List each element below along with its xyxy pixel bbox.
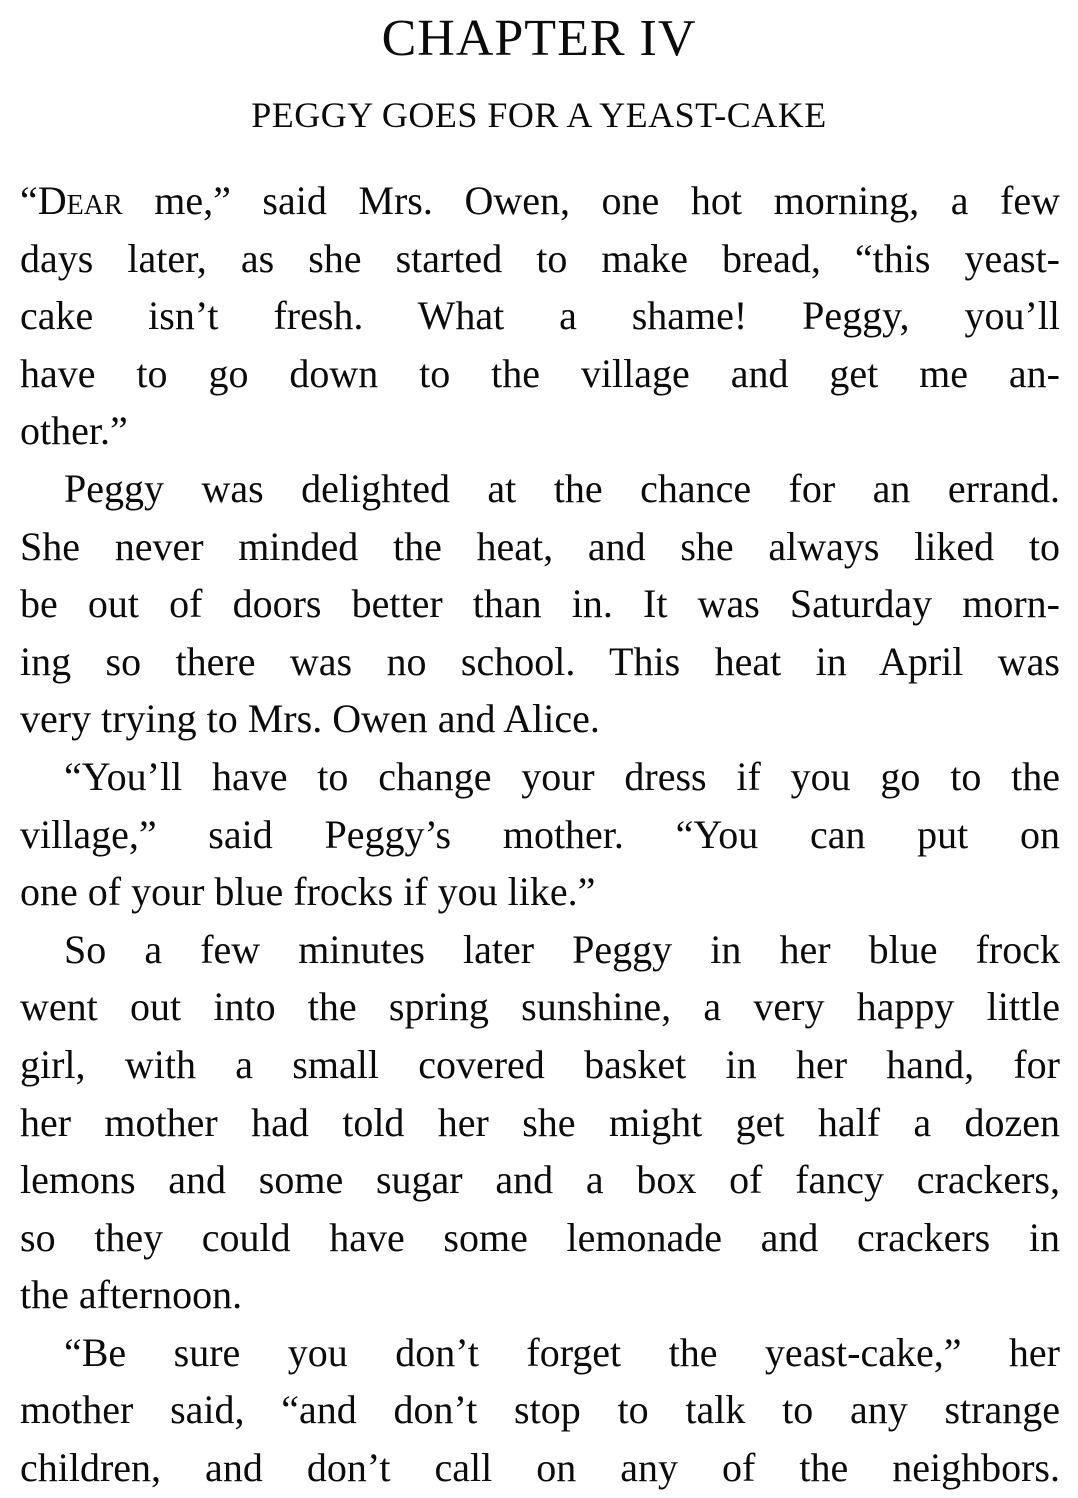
chapter-title: CHAPTER IV <box>381 10 697 67</box>
text-line-1-rest: me,” said Mrs. Owen, one hot morning, a few <box>122 178 1060 223</box>
text-line-15: went out into the spring sunshine, a very happy little <box>20 984 1060 1030</box>
text-line-5: other.” <box>20 408 128 454</box>
text-line-9: ing so there was no school. This heat in April was <box>20 638 1060 684</box>
text-line-8: be out of doors better than in. It was Saturday morn- <box>20 581 1060 627</box>
text-line-17: her mother had told her she might get half a dozen <box>20 1099 1060 1145</box>
text-line-21: “Be sure you don’t forget the yeast-cake,” her <box>64 1329 1060 1375</box>
text-line-18: lemons and some sugar and a box of fancy crackers, <box>20 1157 1060 1203</box>
text-line-19: so they could have some lemonade and crackers in <box>20 1214 1060 1260</box>
text-line-4: have to go down to the village and get me an- <box>20 350 1060 396</box>
text-line-14: So a few minutes later Peggy in her blue frock <box>64 926 1060 972</box>
text-line-2: days later, as she started to make bread, “this yeast- <box>20 235 1060 281</box>
text-line-20: the afternoon. <box>20 1272 243 1318</box>
text-line-12: village,” said Peggy’s mother. “You can put on <box>20 811 1060 857</box>
text-line-7: She never minded the heat, and she always liked to <box>20 523 1060 569</box>
text-line-11: “You’ll have to change your dress if you go to the <box>64 753 1060 799</box>
text-line-22: mother said, “and don’t stop to talk to any strange <box>20 1387 1060 1433</box>
text-line-16: girl, with a small covered basket in her hand, for <box>20 1041 1060 1087</box>
text-line-6: Peggy was delighted at the chance for an errand. <box>64 465 1060 511</box>
text-line-23: children, and don’t call on any of the neighbors. <box>20 1445 1060 1491</box>
text-line-3: cake isn’t fresh. What a shame! Peggy, you’ll <box>20 293 1060 339</box>
text-line-13: one of your blue frocks if you like.” <box>20 869 596 915</box>
opening-word: “Dear <box>20 178 123 223</box>
chapter-body <box>20 172 1060 1497</box>
chapter-subtitle: PEGGY GOES FOR A YEAST-CAKE <box>251 95 827 135</box>
text-line-10: very trying to Mrs. Owen and Alice. <box>20 696 600 742</box>
text-line-1 <box>20 172 1060 230</box>
